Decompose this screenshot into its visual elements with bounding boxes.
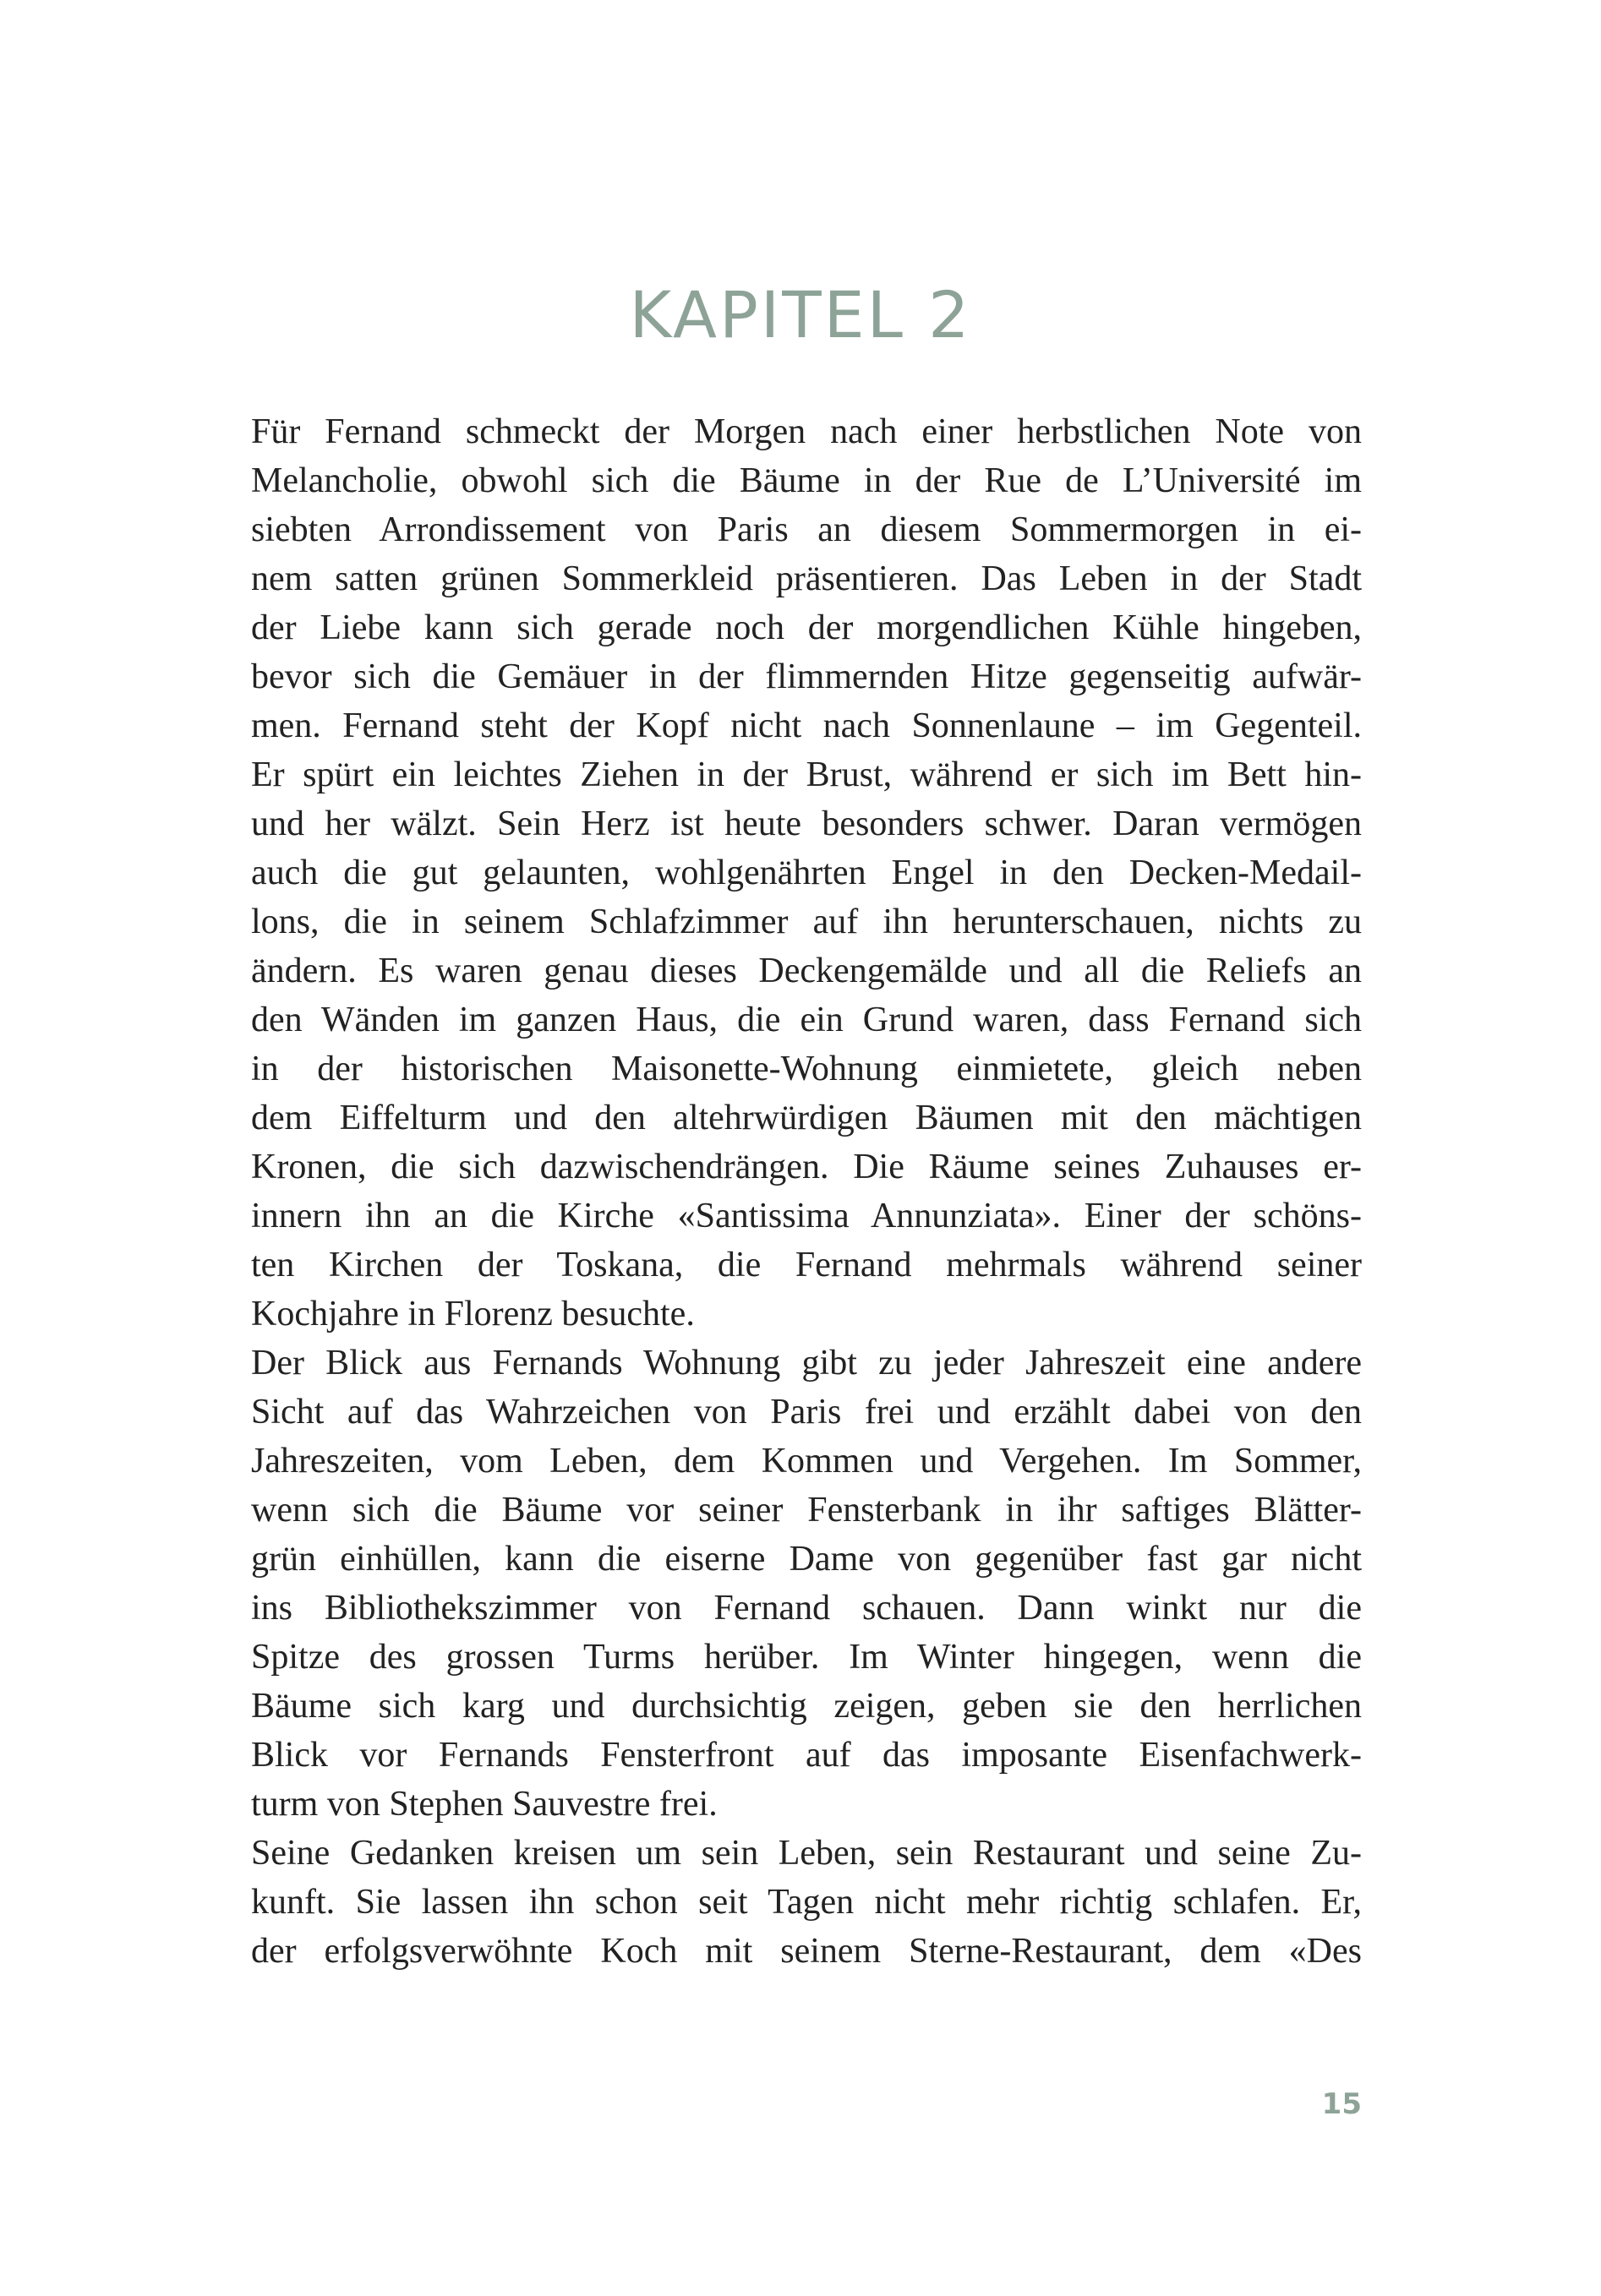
text-line: Der Blick aus Fernands Wohnung gibt zu jeder Jahreszeit eine andere [251, 1344, 1362, 1383]
text-line: Sicht auf das Wahrzeichen von Paris frei und erzählt dabei von den [251, 1393, 1362, 1432]
text-line: kunft. Sie lassen ihn schon seit Tagen nicht mehr richtig schlafen. Er, [251, 1883, 1362, 1922]
text-line: men. Fernand steht der Kopf nicht nach Sonnenlaune – im Gegenteil. [251, 706, 1362, 745]
text-line: Spitze des grossen Turms herüber. Im Winter hingegen, wenn die [251, 1638, 1362, 1677]
text-line: ten Kirchen der Toskana, die Fernand mehrmals während seiner [251, 1246, 1362, 1284]
text-line: Jahreszeiten, vom Leben, dem Kommen und Vergehen. Im Sommer, [251, 1442, 1362, 1481]
text-line: den Wänden im ganzen Haus, die ein Grund waren, dass Fernand sich [251, 1001, 1362, 1039]
text-line: Für Fernand schmeckt der Morgen nach einer herbstlichen Note von [251, 412, 1362, 451]
text-line: Er spürt ein leichtes Ziehen in der Brust, während er sich im Bett hin- [251, 755, 1362, 794]
text-line: der erfolgsverwöhnte Koch mit seinem Sterne-Restaurant, dem «Des [251, 1932, 1362, 1971]
text-line: der Liebe kann sich gerade noch der morgendlichen Kühle hingeben, [251, 608, 1362, 647]
text-line: Kochjahre in Florenz besuchte. [251, 1295, 695, 1333]
text-line: wenn sich die Bäume vor seiner Fensterbank in ihr saftiges Blätter- [251, 1491, 1362, 1530]
text-line: Blick vor Fernands Fensterfront auf das imposante Eisenfachwerk- [251, 1736, 1362, 1775]
text-line: Kronen, die sich dazwischendrängen. Die Räume seines Zuhauses er- [251, 1148, 1362, 1186]
text-line: Seine Gedanken kreisen um sein Leben, sein Restaurant und seine Zu- [251, 1834, 1362, 1873]
text-line: und her wälzt. Sein Herz ist heute besonders schwer. Daran vermögen [251, 804, 1362, 843]
body-text [251, 407, 1362, 1976]
text-line: innern ihn an die Kirche «Santissima Annunziata». Einer der schöns- [251, 1197, 1362, 1235]
text-line: turm von Stephen Sauvestre frei. [251, 1785, 718, 1824]
text-line: lons, die in seinem Schlafzimmer auf ihn herunterschauen, nichts zu [251, 903, 1362, 941]
text-line: auch die gut gelaunten, wohlgenährten Engel in den Decken-Medail- [251, 854, 1362, 892]
text-line: ins Bibliothekszimmer von Fernand schauen. Dann winkt nur die [251, 1589, 1362, 1628]
text-line: bevor sich die Gemäuer in der flimmernden Hitze gegenseitig aufwär- [251, 657, 1362, 696]
text-line: siebten Arrondissement von Paris an diesem Sommermorgen in ei- [251, 510, 1362, 549]
text-line: Melancholie, obwohl sich die Bäume in der Rue de L’Université im [251, 461, 1362, 500]
text-line: dem Eiffelturm und den altehrwürdigen Bäumen mit den mächtigen [251, 1099, 1362, 1137]
text-line: Bäume sich karg und durchsichtig zeigen, geben sie den herrlichen [251, 1687, 1362, 1726]
text-line: nem satten grünen Sommerkleid präsentieren. Das Leben in der Stadt [251, 559, 1362, 598]
chapter-title: KAPITEL 2 [629, 277, 972, 352]
page-number: 15 [1321, 2087, 1362, 2121]
text-line: grün einhüllen, kann die eiserne Dame von gegenüber fast gar nicht [251, 1540, 1362, 1579]
text-line: in der historischen Maisonette-Wohnung einmietete, gleich neben [251, 1050, 1362, 1088]
text-line: ändern. Es waren genau dieses Deckengemälde und all die Reliefs an [251, 952, 1362, 990]
